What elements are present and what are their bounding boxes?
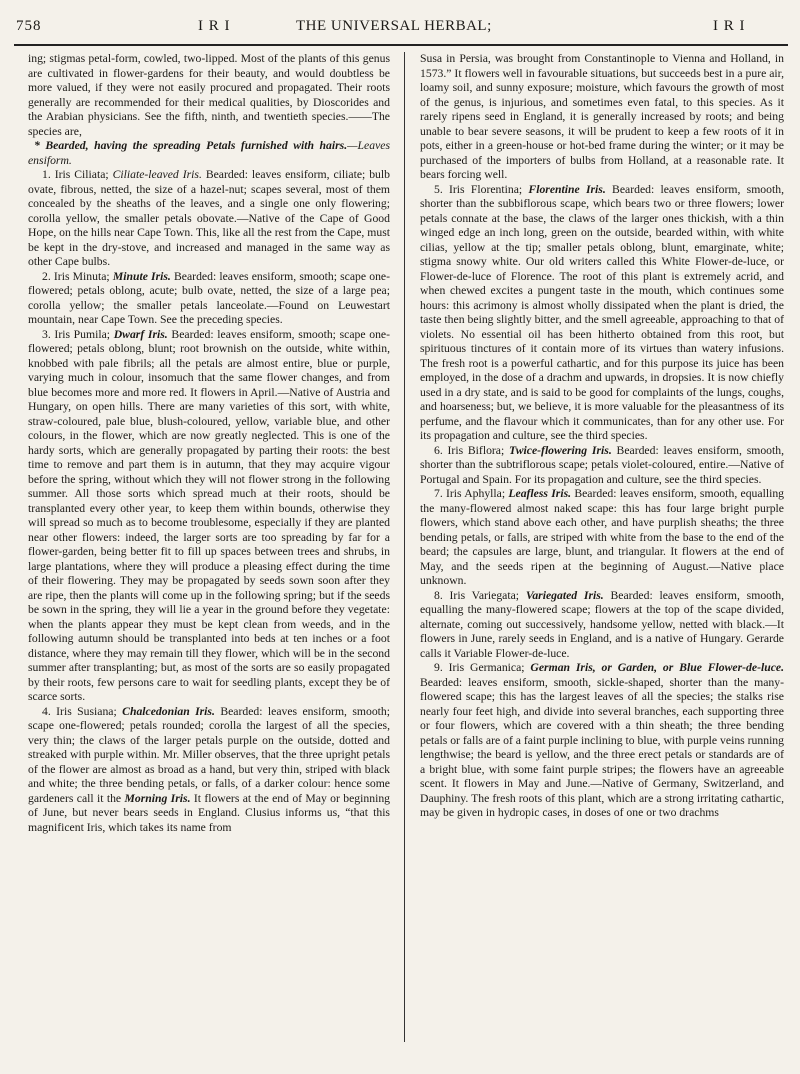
header-rule: [14, 44, 788, 46]
right-column: [420, 52, 784, 1048]
intro-paragraph: ing; stigmas petal-form, cowled, two-lipped. Most of the plants of this genus are cultivated in flower-gardens for their beauty, and would doubtless be more valued, if they were not easily procured and propagated. Their roots generally are recommended for their medical qualities, by Dioscorides and the Arabian physicians. See the fifth, ninth, and twentieth species.——The species are,: [28, 52, 390, 138]
species-entry: 5. Iris Florentina; Florentine Iris. Bearded: leaves ensiform, smooth, shorter than the subbiflorous scape, which bears two or three flowers; lower petals connate at the base, the claws of the larger ones thickish, with a thin winged edge an inch long, green on the outside, bearded within, with white cilias, yellow at the tip; smaller petals oblong, blunt, emarginate, white; stigma snowy white. Our old writers called this White Flower-de-luce, or Flower-de-luce of Florence. The root of this plant is extremely acrid, and when chewed excites a pungent taste in the mouth, which continues some hours: this acrimony is almost wholly dissipated when the plant is dried, the taste then being slightly bitter, and the smell agreeable, approaching to that of violets. No essential oil has been hitherto obtained from this root, but spirituous tinctures of it contain more of its virtues than watery infusions. The fresh root is a powerful cathartic, and for this purpose its juice has been employed, in the dose of a drachm and upwards, in dropsies. It is now chiefly used in a dry state, and is said to be good for complaints of the lungs, coughs, and hoarseness; but, we believe, it is more valuable for the pleasantness of its perfume, and the flavour which it communicates, than for any other use. For its propagation and culture, see the third species.: [420, 182, 784, 442]
species-entry: 3. Iris Pumila; Dwarf Iris. Bearded: leaves ensiform, smooth; scape one-flowered; petals oblong, blunt; root brownish on the outside, white within, knobbed with pale fibrils; all the petals are almost entire, blue or purple, varying much in colour, insomuch that the same flower changes, and from blue becomes more and more red. It flowers in April.—Native of Austria and Hungary, on open hills. There are many varieties of this sort, with white, straw-coloured, pale blue, blush-coloured, yellow, variable blue, and other colours, in the flower, which are now greatly neglected. This is one of the hardy sorts, which are generally propagated by parting their roots: the best time to remove and part them is in autumn, that they may acquire vigour before the spring, without which they will not flower strong in the following summer. All those sorts which spread much at their roots, should be transplanted every other year, to keep them within bounds, otherwise they will spread so much as to become troublesome, especially if they are planted near other flowers: indeed, the larger sorts are too spreading by far for a flower-garden, being better fit to fill up spaces between trees and shrubs, in large plantations, where they will produce a pleasing effect during the time of their flowering. They may be propagated by seeds sown soon after they are ripe, then the plants will come up in the following spring; but if the seeds be sown in the spring, they will lie a year in the ground before they vegetate: when the plants appear they must be kept clean from weeds, and in the following autumn should be transplanted into beds at ten inches or a foot distance, where they may remain till they flower, which will be in the second summer after transplanting; but, as most of the sorts are so easily propagated by their roots, few persons care to wait for seedling plants, except they be of scarce sorts.: [28, 327, 390, 703]
running-header: [0, 18, 800, 42]
species-entry: 7. Iris Aphylla; Leafless Iris. Bearded: leaves ensiform, smooth, equalling the many-flowered almost naked scape: this has four large bright purple flowers, which stand above each other, and have purplish sheaths; the three bending petals, or falls, are striped with white from the base to the end of the beard; the capsules are large, blunt, and triangular. It flowers at the end of May, and the seeds ripen at the beginning of August.—Native place unknown.: [420, 487, 784, 587]
header-left-word: I R I: [198, 18, 231, 34]
header-right-word: I R I: [713, 18, 746, 34]
left-column: [28, 52, 390, 1048]
species-entry: 9. Iris Germanica; German Iris, or Garden, or Blue Flower-de-luce. Bearded: leaves ensiform, smooth, sickle-shaped, shorter than the many-flowered scape; this has the largest leaves of all the species; the stalks rise nearly four feet high, and divide into several branches, each supporting three or four flowers, which are covered with a thin sheath; the three bending petals or falls are of a faint purple inclining to blue, with purple veins running lengthwise; the beard is yellow, and the three erect petals or standards are of a bright blue, with some faint purple stripes; the flowers have an agreeable scent. It flowers in May and June.—Native of Germany, Switzerland, and Dauphiny. The fresh roots of this plant, which are a strong irritating cathartic, may be given in hydropic cases, in doses of one or two drachms: [420, 661, 784, 819]
species-entry: 6. Iris Biflora; Twice-flowering Iris. Bearded: leaves ensiform, smooth, shorter than the subtriflorous scape; petals violet-coloured, entire.—Native of Portugal and Spain. For its propagation and culture, see the third species.: [420, 443, 784, 486]
species-entry: 1. Iris Ciliata; Ciliate-leaved Iris. Bearded: leaves ensiform, ciliate; bulb ovate, fibrous, netted, the size of a hazel-nut; scapes several, most of them concealed by the sheaths of the leaves, and a single one only flowering; corolla yellow, the smaller petals obovate.—Native of the Cape of Good Hope, on the hills near Cape Town. This, like all the rest from the Cape, must be kept in the dry-stove, and increased and managed in the same way as other Cape bulbs.: [28, 168, 390, 268]
continued-paragraph: Susa in Persia, was brought from Constantinople to Vienna and Holland, in 1573.” It flowers well in favourable situations, but succeeds best in a pure air, loamy soil, and sunny exposure; moisture, which favours the growth of most of the genus, is injurious, and sometimes even fatal, to this species. As it rarely ripens seed in England, it is generally increased by roots; and being unable to bear severe seasons, it will be prudent to keep a few roots of it in pots, either in a green-house or hot-bed frame during the winter; or it may be purchased of the importers of bulbs from Holland, at a reasonable rate. It bears forcing well.: [420, 52, 784, 181]
page-number: 758: [16, 18, 42, 34]
column-divider: [404, 52, 405, 1042]
species-entry: 8. Iris Variegata; Variegated Iris. Bearded: leaves ensiform, smooth, equalling the many-flowered scape; flowers at the top of the scape divided, alternate, coming out successively, handsome yellow, netted with black.—It flowers in June, rarely seeds in England, and is a native of Hungary. Gerarde calls it Variable Flower-de-luce.: [420, 588, 784, 660]
section-heading: * Bearded, having the spreading Petals furnished with hairs.—Leaves ensiform.: [28, 139, 390, 167]
header-title: THE UNIVERSAL HERBAL;: [296, 18, 492, 34]
species-entry: 4. Iris Susiana; Chalcedonian Iris. Bearded: leaves ensiform, smooth; scape one-flowered; petals rounded; corolla the largest of all the species, very thin; the claws of the larger petals purple on the outside, dotted and streaked with purple within. Mr. Miller observes, that the three upright petals of the flower are almost as broad as a hand, but very thin, striped with black and white; the three bending petals, or falls, of a darker colour: hence some gardeners call it the Morning Iris. It flowers at the end of May or beginning of June, but never bears seeds in England. Clusius informs us, “that this magnificent Iris, which takes its name from: [28, 704, 390, 834]
species-entry: 2. Iris Minuta; Minute Iris. Bearded: leaves ensiform, smooth; scape one-flowered; petals oblong, acute; bulb ovate, netted, the size of a large pea; corolla yellow; the smaller petals lanceolate.—Found on Leuwestart mountain, near Cape Town. See the preceding species.: [28, 269, 390, 326]
